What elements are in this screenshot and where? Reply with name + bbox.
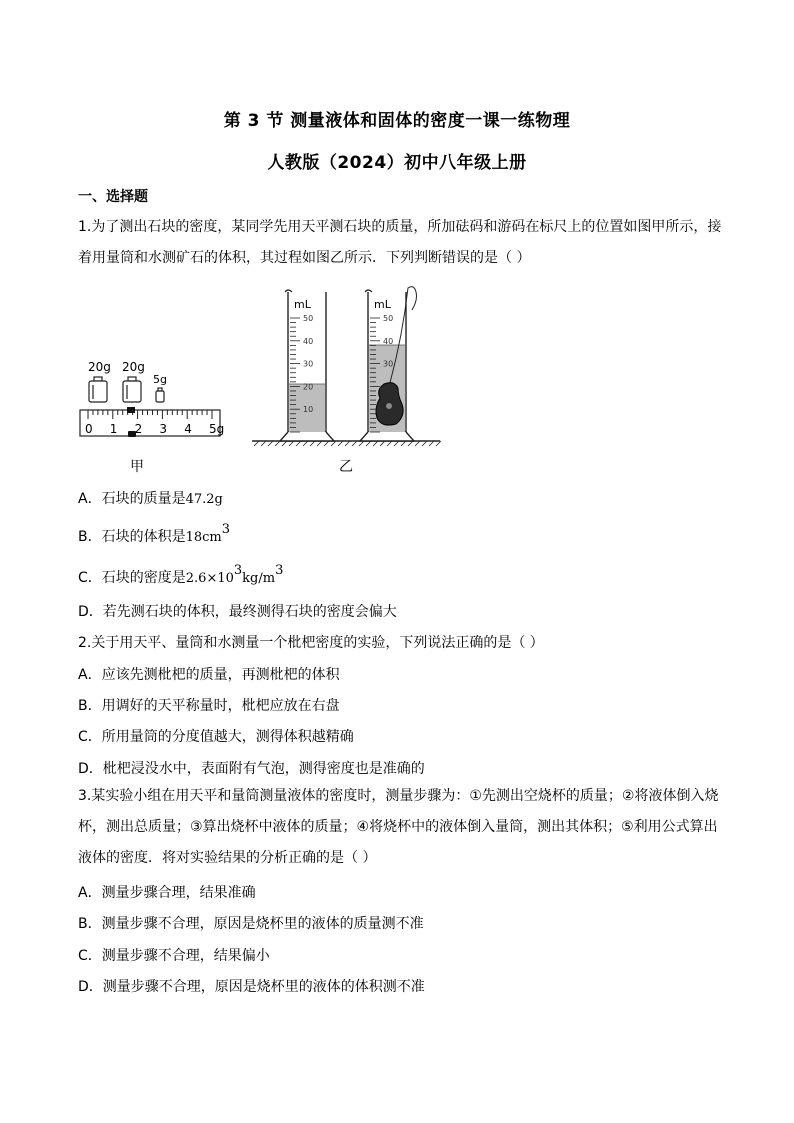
cylinder-scale-label: 10 (303, 405, 314, 415)
question-2-option-c: C．所用量筒的分度值越大，测得体积越精确 (78, 729, 354, 745)
cylinder-water-and-stone (360, 287, 417, 441)
cylinder-scale-label: 30 (303, 359, 314, 369)
rider-ruler (80, 410, 220, 436)
question-3-option-c: C．测量步骤不合理，结果偏小 (78, 948, 270, 964)
question-2-option-b: B．用调好的天平称量时，枇杷应放在右盘 (78, 698, 340, 714)
ruler-tick-label: 1 (109, 422, 118, 436)
weight-label-2: 20g (122, 360, 145, 374)
cylinder-scale-label: 20 (303, 382, 314, 392)
figure-caption-right: 乙 (339, 459, 353, 475)
weight-label-1: 20g (88, 360, 111, 374)
ruler-tick-label: 3 (159, 422, 168, 436)
ruler-tick-label: 0 (85, 422, 93, 436)
cylinder-scale-label: 40 (303, 336, 314, 346)
question-1-option-b: B．石块的体积是$18cm^3$ (78, 522, 231, 545)
cylinder-scale-label: 50 (383, 314, 394, 323)
cylinder-scale-label: 40 (383, 336, 394, 346)
weight-20g-a (89, 377, 107, 402)
cylinder-scale-label: 30 (383, 359, 394, 369)
weight-20g-b (123, 377, 141, 402)
question-2-option-d: D．枇杷浸没水中，表面附有气泡，测得密度也是准确的 (78, 761, 425, 777)
cylinder-2-unit: mL (374, 298, 391, 311)
section-heading: 一、选择题 (78, 189, 148, 205)
question-1-stem: 1.为了测出石块的密度，某同学先用天平测石块的质量，所加砝码和游码在标尺上的位置如图甲所示，接着用量筒和水测矿石的体积，其过程如图乙所示．下列判断错误的是（ ） (78, 219, 722, 266)
cylinder-scale-label: 50 (303, 314, 314, 323)
page-title: 第 3 节 测量液体和固体的密度一课一练物理 (223, 111, 571, 131)
question-1-option-c: C．石块的密度是$2.6\times 10^3kg/m^3$ (78, 563, 284, 586)
question-3-stem: 3.某实验小组在用天平和量筒测量液体的密度时，测量步骤为：①先测出空烧杯的质量；②将液体倒入烧杯，测出总质量；③算出烧杯中液体的质量；④将烧杯中的液体倒入量筒，测出其体积；⑤利用公式算出液体的密度．将对实验结果的分析正确的是（ ） (78, 788, 719, 866)
ruler-tick-label: 4 (184, 422, 192, 436)
question-3-option-b: B．测量步骤不合理，原因是烧杯里的液体的质量测不准 (78, 916, 424, 932)
question-2-stem: 2.关于用天平、量筒和水测量一个枇杷密度的实验，下列说法正确的是（ ） (78, 635, 544, 651)
question-1-option-d: D．若先测石块的体积，最终测得石块的密度会偏大 (78, 604, 397, 620)
question-1-option-a: A．石块的质量是47.2g (78, 491, 223, 507)
cylinder-water-only (280, 290, 334, 441)
page-subtitle: 人教版（2024）初中八年级上册 (267, 153, 527, 173)
question-3-option-a: A．测量步骤合理，结果准确 (78, 885, 256, 901)
question-3-option-d: D．测量步骤不合理，原因是烧杯里的液体的体积测不准 (78, 979, 425, 995)
question-2-option-a: A．应该先测枇杷的质量，再测枇杷的体积 (78, 667, 340, 683)
figure-graduated-cylinders (252, 280, 442, 450)
cylinder-1-unit: mL (294, 298, 311, 311)
rider-marker-top (127, 407, 135, 413)
figure-balance-weights (76, 355, 226, 440)
ruler-tick-label: 2 (134, 422, 143, 436)
weight-label-3: 5g (153, 373, 167, 386)
ruler-tick-label: 5g (209, 422, 225, 436)
weight-5g (156, 388, 164, 402)
figure-caption-left: 甲 (130, 459, 144, 475)
